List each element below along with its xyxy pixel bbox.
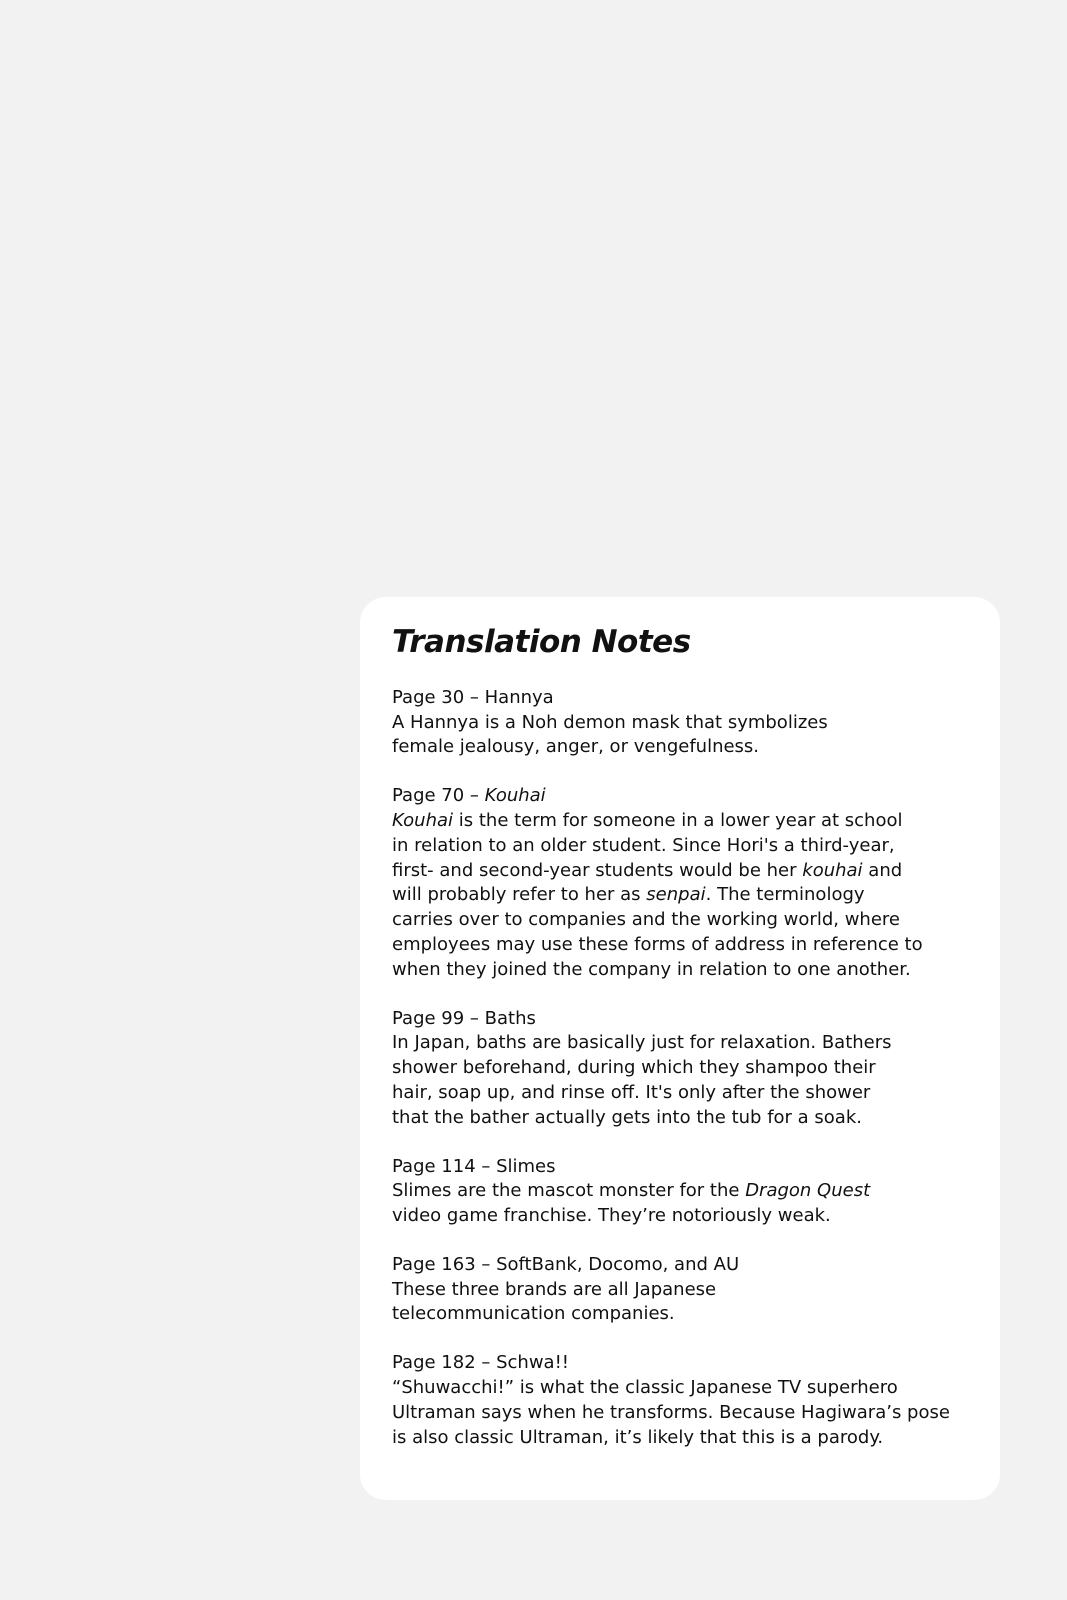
note-body-line	[392, 1106, 970, 1131]
note-body-line	[392, 908, 970, 933]
note-body-line	[392, 883, 970, 908]
note-body-line	[392, 1302, 970, 1327]
note-heading	[392, 1155, 970, 1180]
text-segment: shower beforehand, during which they shampoo their	[392, 1057, 876, 1079]
text-segment: first- and second-year students would be her	[392, 859, 803, 881]
text-segment: when they joined the company in relation to one another.	[392, 958, 911, 980]
note-heading	[392, 784, 970, 809]
note-body-line	[392, 1426, 970, 1451]
text-segment: These three brands are all Japanese	[392, 1278, 717, 1300]
text-segment: in relation to an older student. Since Hori's a third-year,	[392, 834, 895, 856]
note-body-line	[392, 1376, 970, 1401]
text-segment: senpai	[646, 884, 706, 906]
text-segment: Page 99 – Baths	[392, 1007, 536, 1029]
note-body-line	[392, 1278, 970, 1303]
text-segment: Page 70 –	[392, 785, 485, 807]
note-2	[392, 784, 970, 982]
text-segment: Page 182 – Schwa!!	[392, 1352, 570, 1374]
note-heading	[392, 1351, 970, 1376]
text-segment: Kouhai	[484, 785, 546, 807]
note-body-line	[392, 711, 970, 736]
note-heading	[392, 1007, 970, 1032]
note-body-line	[392, 1056, 970, 1081]
text-segment: kouhai	[802, 859, 863, 881]
text-segment: A Hannya is a Noh demon mask that symbolizes	[392, 711, 828, 733]
text-segment: Page 163 – SoftBank, Docomo, and AU	[392, 1253, 740, 1275]
note-heading	[392, 686, 970, 711]
text-segment: Slimes are the mascot monster for the	[392, 1180, 746, 1202]
note-body-line	[392, 958, 970, 983]
text-segment: Page 114 – Slimes	[392, 1155, 556, 1177]
text-segment: is the term for someone in a lower year at school	[453, 809, 903, 831]
note-body-line	[392, 933, 970, 958]
note-6	[392, 1351, 970, 1450]
text-segment: Page 30 – Hannya	[392, 686, 554, 708]
note-body-line	[392, 1179, 970, 1204]
text-segment: carries over to companies and the working world, where	[392, 909, 900, 931]
note-5	[392, 1253, 970, 1327]
note-body-line	[392, 1081, 970, 1106]
text-segment: Dragon Quest	[745, 1180, 871, 1202]
text-segment: Ultraman says when he transforms. Because Hagiwara’s pose	[392, 1401, 950, 1423]
note-body-line	[392, 1401, 970, 1426]
note-3	[392, 1007, 970, 1131]
note-body-line	[392, 859, 970, 884]
text-segment: In Japan, baths are basically just for relaxation. Bathers	[392, 1032, 892, 1054]
text-segment: Kouhai	[392, 809, 454, 831]
note-body-line	[392, 1204, 970, 1229]
text-segment: telecommunication companies.	[392, 1303, 675, 1325]
text-segment: video game franchise. They’re notoriously weak.	[392, 1205, 831, 1227]
note-body-line	[392, 809, 970, 834]
note-body-line	[392, 1031, 970, 1056]
notes-list	[392, 686, 970, 1451]
note-heading	[392, 1253, 970, 1278]
note-body-line	[392, 735, 970, 760]
text-segment: . The terminology	[705, 884, 865, 906]
note-4	[392, 1155, 970, 1229]
text-segment: hair, soap up, and rinse off. It's only after the shower	[392, 1081, 871, 1103]
text-segment: is also classic Ultraman, it’s likely that this is a parody.	[392, 1426, 884, 1448]
note-1	[392, 686, 970, 760]
translation-notes-card	[360, 597, 1000, 1500]
text-segment: female jealousy, anger, or vengefulness.	[392, 736, 760, 758]
text-segment: will probably refer to her as	[392, 884, 647, 906]
text-segment: employees may use these forms of address in reference to	[392, 933, 923, 955]
note-body-line	[392, 834, 970, 859]
text-segment: “Shuwacchi!” is what the classic Japanese TV superhero	[392, 1377, 898, 1399]
page-title: Translation Notes	[392, 624, 691, 660]
text-segment: that the bather actually gets into the tub for a soak.	[392, 1106, 862, 1128]
text-segment: and	[862, 859, 903, 881]
